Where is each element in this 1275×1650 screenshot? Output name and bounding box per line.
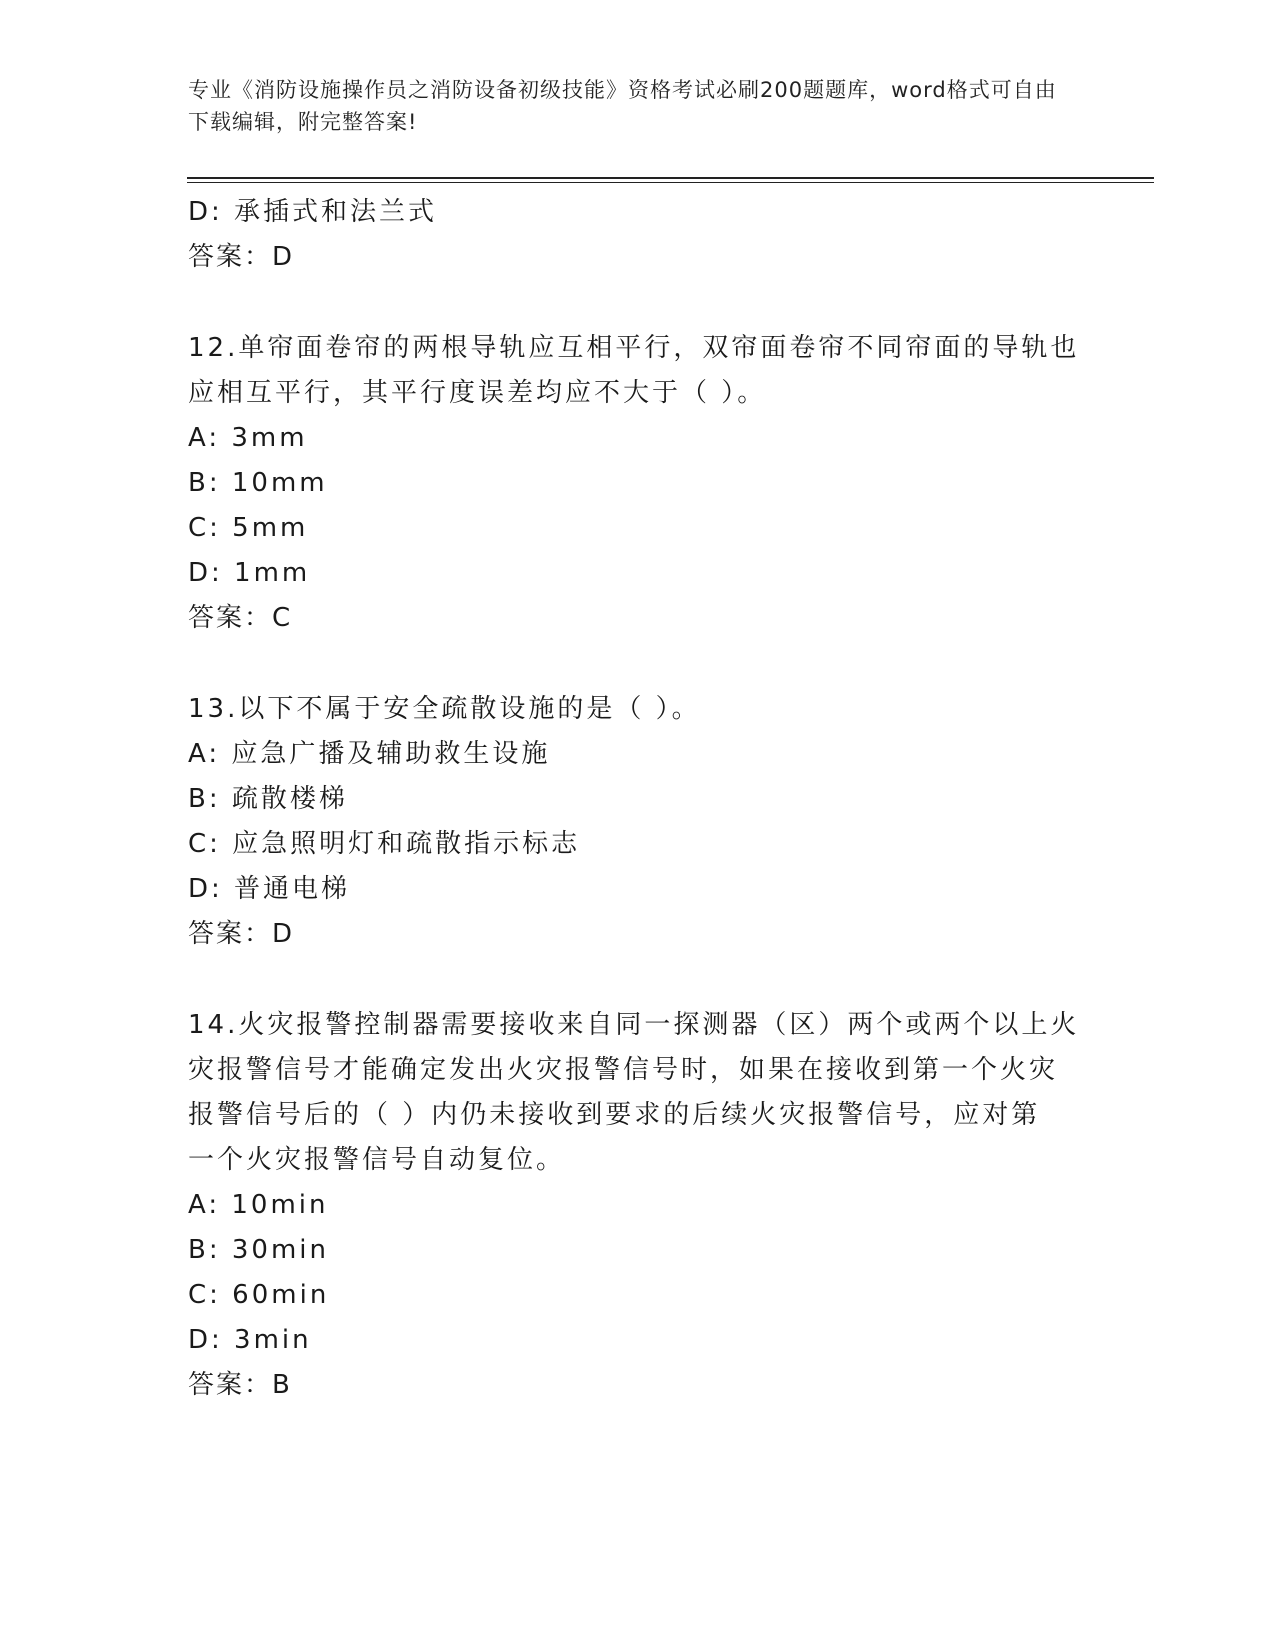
answer: 答案：C — [188, 603, 293, 633]
question-stem: 13.以下不属于安全疏散设施的是（ ）。 — [188, 694, 701, 724]
header-divider-thin — [187, 182, 1154, 183]
question-stem-line: 报警信号后的（ ）内仍未接收到要求的后续火灾报警信号，应对第 — [188, 1100, 1041, 1130]
question-stem-line: 14.火灾报警控制器需要接收来自同一探测器（区）两个或两个以上火 — [188, 1010, 1080, 1040]
option-a: A: 10min — [188, 1190, 329, 1220]
option-c: C: 5mm — [188, 513, 309, 543]
option-b: B: 10mm — [188, 468, 328, 498]
option-c: C: 应急照明灯和疏散指示标志 — [188, 829, 581, 859]
option-d: D: 普通电梯 — [188, 874, 351, 904]
question-stem-line: 应相互平行，其平行度误差均应不大于（ ）。 — [188, 378, 767, 408]
option-b: B: 30min — [188, 1235, 329, 1265]
answer: 答案：D — [188, 919, 295, 949]
option-d: D: 1mm — [188, 558, 311, 588]
answer: 答案：D — [188, 242, 295, 272]
option-b: B: 疏散楼梯 — [188, 784, 348, 814]
question-stem-line: 12.单帘面卷帘的两根导轨应互相平行，双帘面卷帘不同帘面的导轨也 — [188, 333, 1080, 363]
answer: 答案：B — [188, 1370, 292, 1400]
option-a: A: 3mm — [188, 423, 308, 453]
question-stem-line: 灾报警信号才能确定发出火灾报警信号时，如果在接收到第一个火灾 — [188, 1055, 1059, 1085]
option-d: D: 承插式和法兰式 — [188, 197, 438, 227]
header-divider-thick — [187, 177, 1154, 179]
question-stem-line: 一个火灾报警信号自动复位。 — [188, 1145, 566, 1175]
option-c: C: 60min — [188, 1280, 330, 1310]
option-d: D: 3min — [188, 1325, 312, 1355]
question-11 — [188, 190, 1088, 280]
page-header: 专业《消防设施操作员之消防设备初级技能》资格考试必刷200题题库，word格式可自由下载编辑，附完整答案! — [188, 78, 1057, 134]
question-content — [188, 190, 1088, 1408]
question-13 — [188, 687, 1088, 957]
question-12 — [188, 326, 1088, 641]
question-14 — [188, 1003, 1088, 1408]
option-a: A: 应急广播及辅助救生设施 — [188, 739, 551, 769]
